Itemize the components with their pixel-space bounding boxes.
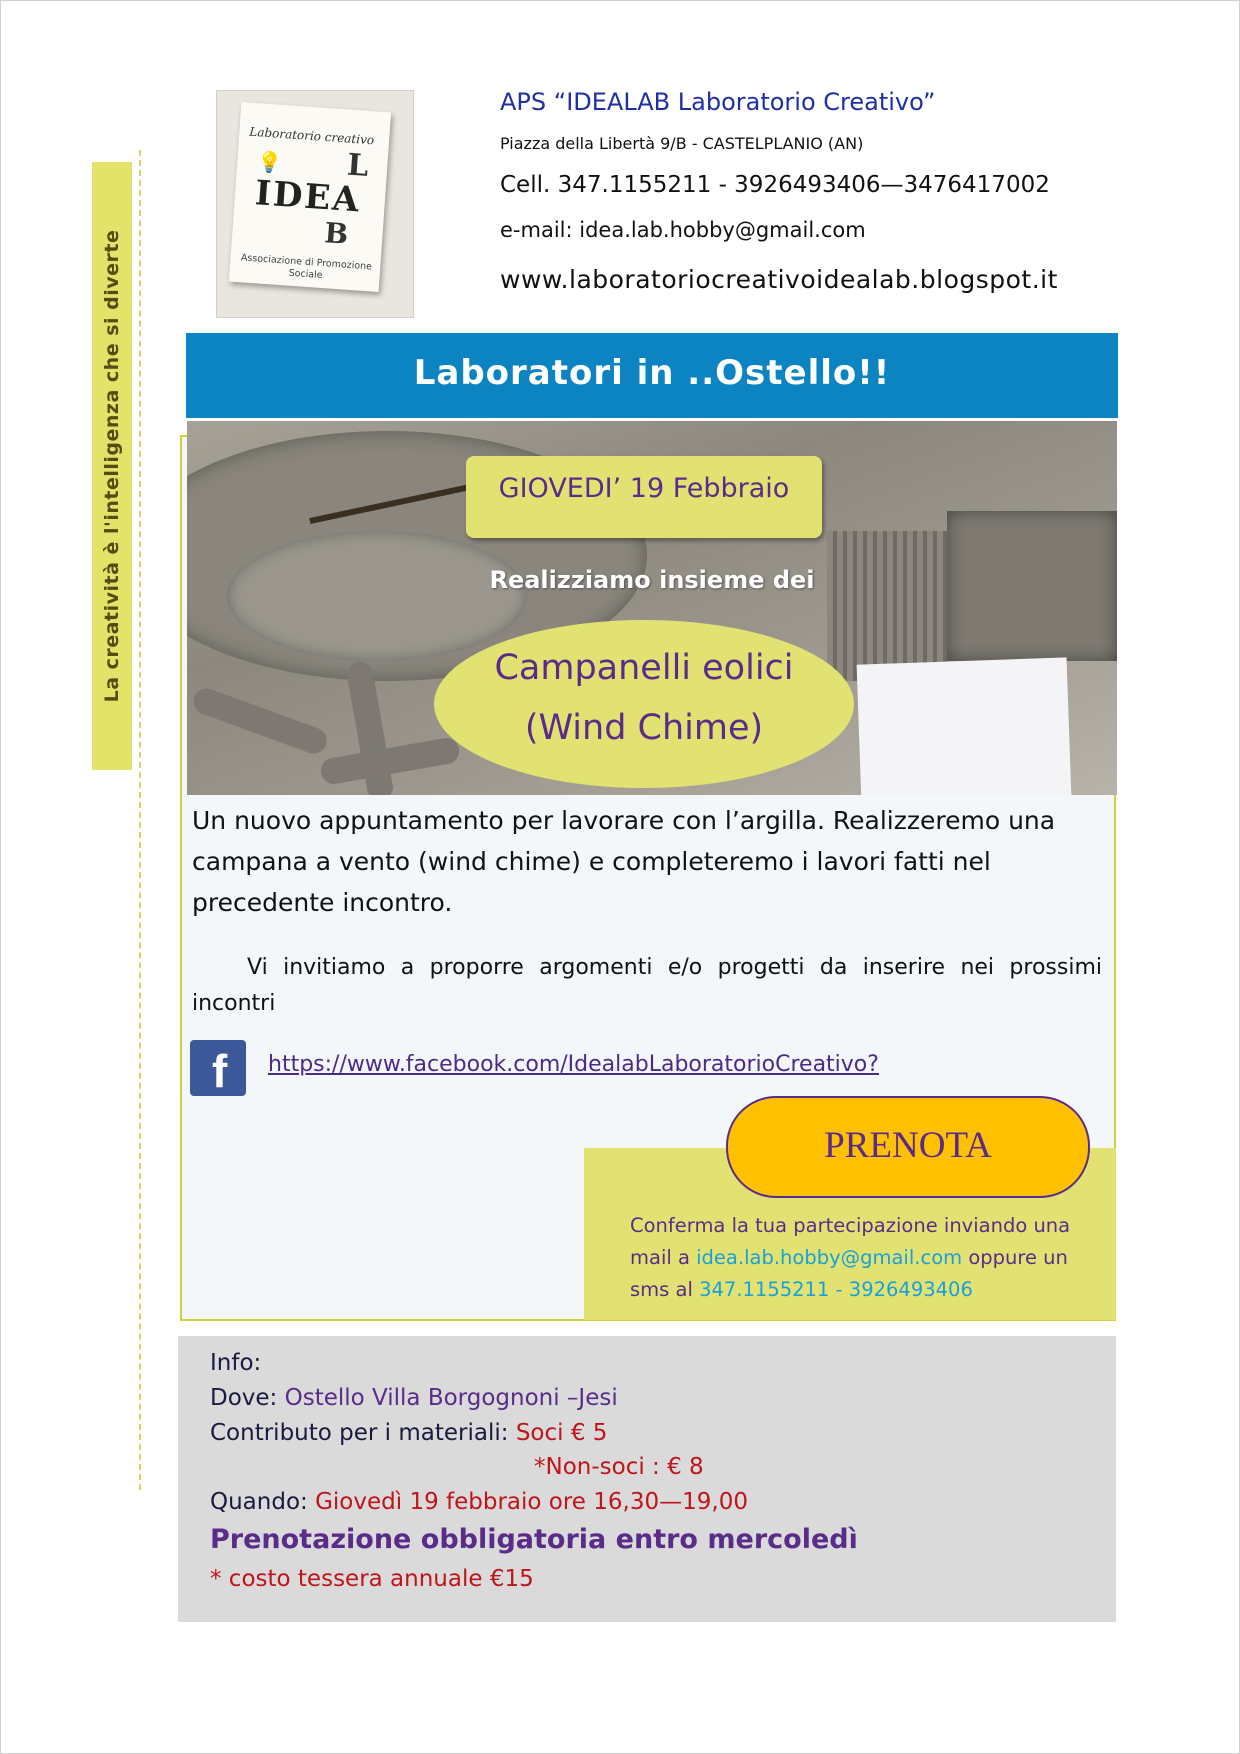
event-invite: Vi invitiamo a proporre argomenti e/o progetti da inserire nei prossimi incontri bbox=[192, 955, 1102, 1016]
event-name-line1: Campanelli eolici bbox=[494, 648, 794, 688]
facebook-link[interactable]: https://www.facebook.com/IdealabLaboratorioCreativo? bbox=[268, 1052, 879, 1077]
org-phones: Cell. 347.1155211 - 3926493406—3476417002 bbox=[500, 172, 1050, 198]
info-card-cost-text: * costo tessera annuale €15 bbox=[210, 1566, 534, 1592]
info-card-cost bbox=[210, 1566, 534, 1592]
lightbulb-icon: 💡 bbox=[256, 149, 284, 175]
info-contrib-members: Soci € 5 bbox=[515, 1420, 608, 1446]
side-dashed-line bbox=[139, 150, 141, 1490]
info-when bbox=[210, 1489, 748, 1515]
org-email: e-mail: idea.lab.hobby@gmail.com bbox=[500, 218, 866, 242]
logo-letter-b: B bbox=[323, 216, 350, 251]
event-description: Un nuovo appuntamento per lavorare con l’argilla. Realizzeremo una campana a vento (wind chime) e completeremo i lavori fatti nel precedente incontro. bbox=[192, 806, 1056, 917]
info-where-label: Dove: bbox=[210, 1385, 285, 1411]
event-name-line2: (Wind Chime) bbox=[524, 708, 764, 748]
paper-note-shape bbox=[857, 657, 1072, 795]
side-slogan: La creatività è l'intelligenza che si diverte bbox=[101, 229, 123, 703]
booking-email-link[interactable]: idea.lab.hobby@gmail.com bbox=[696, 1246, 963, 1269]
info-heading: Info: bbox=[210, 1350, 262, 1376]
event-subline: Realizziamo insieme dei bbox=[489, 566, 815, 594]
booking-instructions bbox=[630, 1210, 1090, 1306]
page-title: Laboratori in ..Ostello!! bbox=[186, 333, 1118, 418]
clay-rod-shape bbox=[190, 685, 330, 757]
info-contrib-nonmembers bbox=[534, 1454, 704, 1480]
prenota-button[interactable]: PRENOTA bbox=[726, 1096, 1090, 1198]
org-website: www.laboratoriocreativoidealab.blogspot.it bbox=[500, 265, 1058, 294]
logo bbox=[216, 90, 414, 318]
clay-oval-shape bbox=[227, 531, 527, 661]
info-contrib-nonmembers-text: *Non-soci : € 8 bbox=[534, 1454, 704, 1480]
logo-idea-text: IDEA bbox=[253, 173, 362, 221]
logo-association-text: Associazione di Promozione Sociale bbox=[240, 252, 373, 282]
info-contrib-label: Contributo per i materiali: bbox=[210, 1420, 516, 1446]
facebook-icon-letter: f bbox=[212, 1045, 228, 1097]
info-where bbox=[210, 1385, 618, 1411]
info-when-value: Giovedì 19 febbraio ore 16,30—19,00 bbox=[315, 1489, 748, 1515]
org-name: APS “IDEALAB Laboratorio Creativo” bbox=[500, 88, 936, 116]
facebook-icon[interactable] bbox=[190, 1040, 246, 1096]
event-name-ellipse bbox=[434, 620, 854, 788]
event-date-badge: GIOVEDI’ 19 Febbraio bbox=[466, 456, 822, 538]
info-contribution bbox=[210, 1420, 607, 1446]
info-when-label: Quando: bbox=[210, 1489, 316, 1515]
logo-card bbox=[229, 102, 391, 292]
org-address: Piazza della Libertà 9/B - CASTELPLANIO (AN) bbox=[500, 134, 864, 153]
logo-top-text: Laboratorio creativo bbox=[248, 124, 375, 148]
booking-text-1: Conferma la tua partecipazione inviando una mail a bbox=[630, 1214, 1071, 1269]
info-mandatory: Prenotazione obbligatoria entro mercoledì bbox=[210, 1524, 858, 1555]
info-where-value: Ostello Villa Borgognoni –Jesi bbox=[284, 1385, 618, 1411]
booking-phones: 347.1155211 - 3926493406 bbox=[699, 1278, 973, 1301]
booking-text-2: oppure un sms al bbox=[630, 1246, 1068, 1301]
logo-letter-l: L bbox=[346, 147, 370, 184]
